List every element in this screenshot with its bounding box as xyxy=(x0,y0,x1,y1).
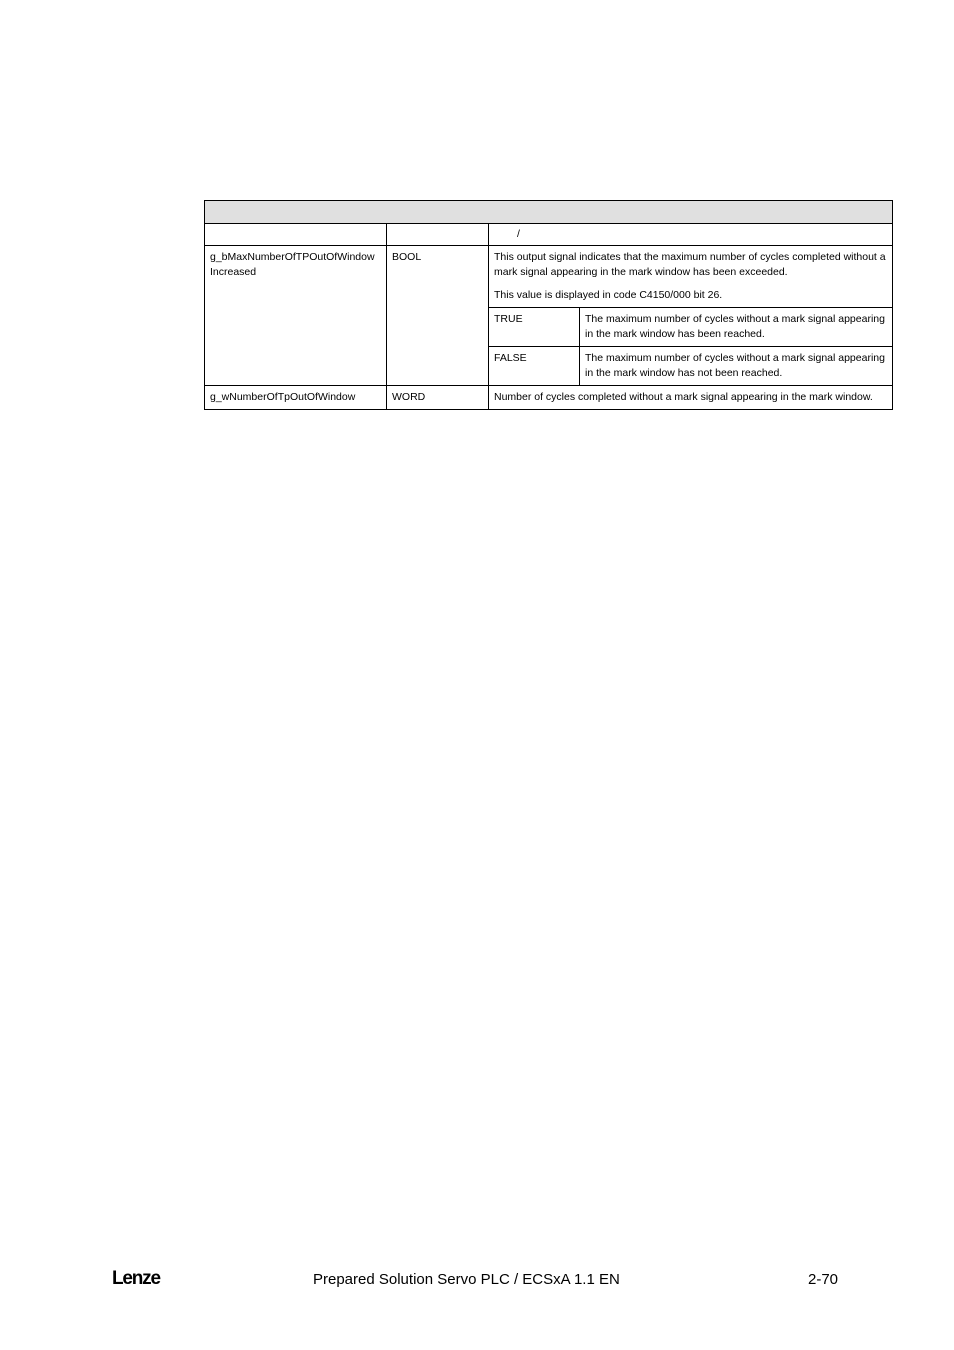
page-footer xyxy=(0,1268,954,1292)
value-meaning: The maximum number of cycles without a mark signal appearing in the mark window has not been reached. xyxy=(580,347,893,386)
signal-type: WORD xyxy=(387,386,489,410)
header-type xyxy=(387,224,489,246)
table-header-row xyxy=(205,224,893,246)
page-number: 2-70 xyxy=(808,1271,839,1288)
signal-description xyxy=(489,246,893,308)
value-meaning: The maximum number of cycles without a mark signal appearing in the mark window has been reached. xyxy=(580,308,893,347)
value-label: FALSE xyxy=(489,347,580,386)
signal-type: BOOL xyxy=(387,246,489,386)
document-title: Prepared Solution Servo PLC / ECSxA 1.1 EN xyxy=(313,1271,620,1288)
signal-name: g_wNumberOfTpOutOfWindow xyxy=(205,386,387,410)
table-row xyxy=(205,386,893,410)
header-description: / xyxy=(489,224,893,246)
signal-name: g_bMaxNumberOfTPOutOfWindow Increased xyxy=(205,246,387,386)
signal-table xyxy=(204,200,893,410)
description-paragraph: This value is displayed in code C4150/000 bit 26. xyxy=(494,289,723,301)
value-label: TRUE xyxy=(489,308,580,347)
table-row xyxy=(205,246,893,308)
table-title xyxy=(205,201,893,224)
signal-description: Number of cycles completed without a mark signal appearing in the mark window. xyxy=(489,386,893,410)
table-title-row xyxy=(205,201,893,224)
header-signal xyxy=(205,224,387,246)
lenze-logo: Lenze xyxy=(112,1268,160,1289)
description-paragraph: This output signal indicates that the maximum number of cycles completed without a mark signal appearing in the mark window has been exceeded. xyxy=(494,251,886,278)
